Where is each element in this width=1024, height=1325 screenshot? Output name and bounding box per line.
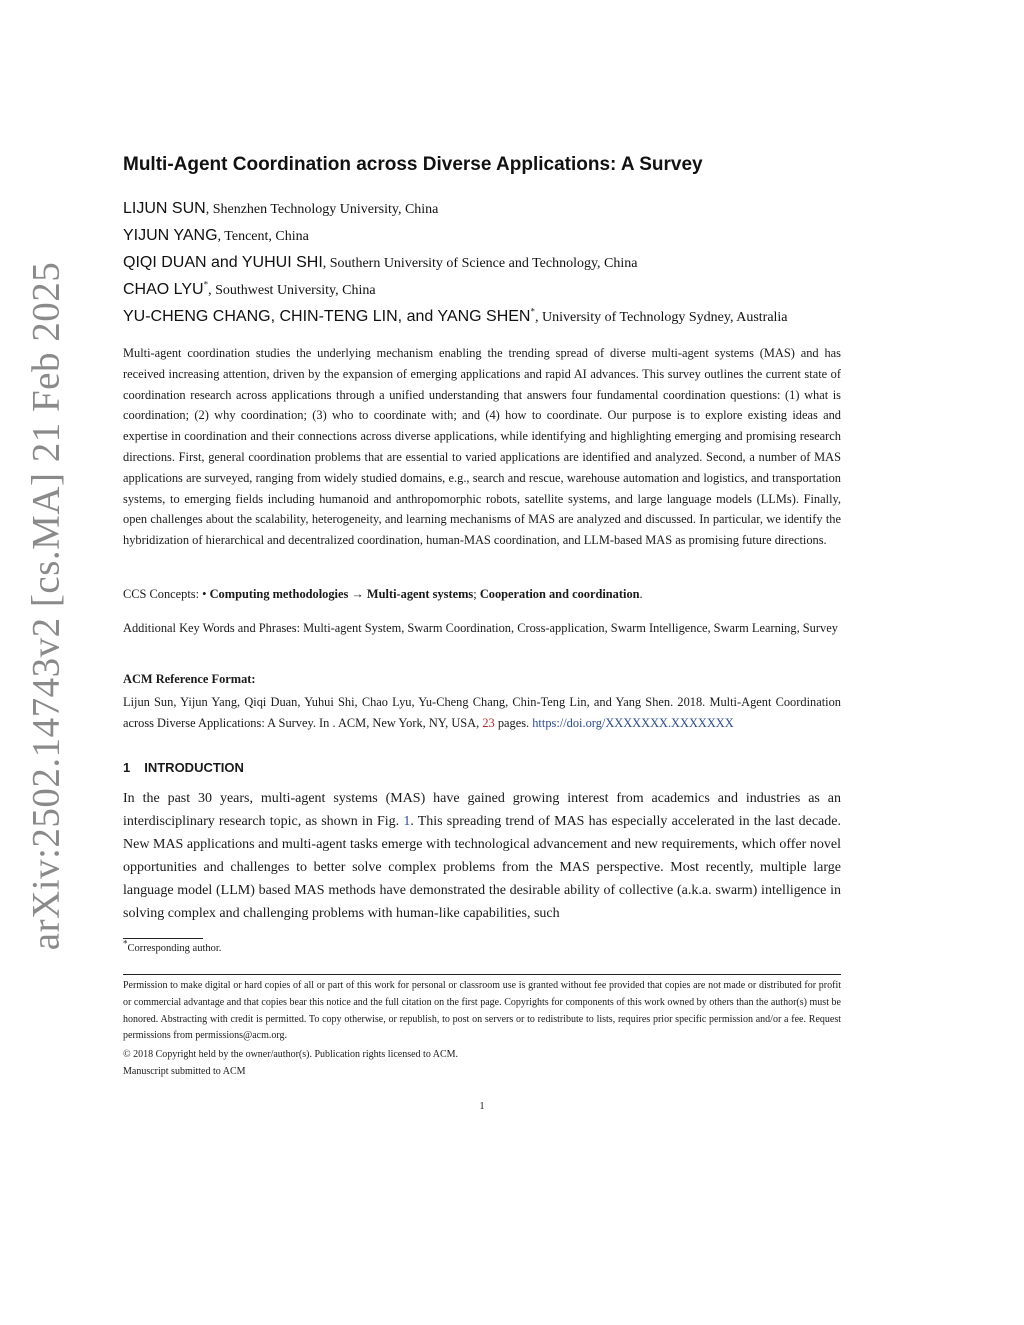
author-names: QIQI DUAN and YUHUI SHI [123,254,323,271]
permission-notice: Permission to make digital or hard copies of all or part of this work for personal or classroom use is granted without fee provided that copies are not made or distributed for profit or commercial advantage and that copies bear this notice and the full citation on the first page. Copyrights for components of this work owned by others than the author(s) must be honored. Abstracting with credit is permitted. To copy otherwise, or republish, to post on servers or to redistribute to lists, requires prior specific permission and/or a fee. Request permissions from permissions@acm.org. [123,980,841,1042]
author-line-1 [123,197,853,224]
author-affiliation: , Tencent, China [217,229,309,244]
acm-reference [123,692,841,734]
author-names: YU-CHENG CHANG, CHIN-TENG LIN, and YANG SHEN [123,308,531,325]
abstract: Multi-agent coordination studies the underlying mechanism enabling the trending spread of diverse multi-agent systems (MAS) and has received increasing attention, driven by the expansion of emerging applications and rapid AI advances. This survey outlines the current state of coordination research across applications through a unified understanding that answers four fundamental coordination questions: (1) what is coordination; (2) why coordination; (3) who to coordinate with; and (4) how to coordinate. Our purpose is to explore existing ideas and expertise in coordination and their connections across diverse applications, while identifying and highlighting emerging and promising research directions. First, general coordination problems that are essential to varied applications are identified and analyzed. Second, a number of MAS applications are surveyed, ranging from widely studied domains, e.g., search and rescue, warehouse automation and logistics, and transportation systems, to emerging fields including humanoid and anthropomorphic robots, satellite systems, and large language models (LLMs). Finally, open challenges about the scalability, heterogeneity, and learning mechanisms of MAS are analyzed and discussed. In particular, we identify the hybridization of hierarchical and decentralized coordination, human-MAS coordination, and LLM-based MAS as promising future directions. [123,346,841,548]
acm-reference-text: Lijun Sun, Yijun Yang, Qiqi Duan, Yuhui Shi, Chao Lyu, Yu-Cheng Chang, Chin-Teng Lin, and Yang Shen. 2018. Multi-Agent Coordination across Diverse Applications: A Survey. In . ACM, New York, NY, USA, [123,695,841,730]
ccs-end: . [639,587,643,601]
ccs-prefix: CCS Concepts: • [123,587,210,601]
author-line-4 [123,278,853,305]
intro-text: In the past 30 years, multi-agent systems (MAS) have gained growing interest from academics and industries as an interdisciplinary research topic, as shown in Fig. [123,791,841,829]
corresponding-author-mark: * [530,306,535,317]
page-number: 1 [479,1101,485,1112]
author-list [123,197,853,332]
ccs-separator: ; [473,587,480,601]
ccs-concept: Cooperation and coordination [479,587,640,601]
footnote [123,938,222,954]
author-line-5 [123,305,853,332]
author-line-2 [123,224,853,251]
author-line-3 [123,251,853,278]
intro-text-continued: . This spreading trend of MAS has especially accelerated in the last decade. New MAS applications and multi-agent tasks emerge with technological advancement and new requirements, which offer novel opportunities and challenges to better solve complex problems from the MAS perspective. Most recently, multiple large language model (LLM) based MAS methods have demonstrated the desirable ability of collective (a.k.a. swarm) intelligence in solving complex and challenging problems with human-like capabilities, such [123,814,841,921]
author-names: YIJUN YANG [123,227,218,244]
author-names: CHAO LYU [123,281,204,298]
ccs-concept: Multi-agent systems [366,587,474,601]
footnote-divider [123,938,203,939]
pages-suffix: pages. [494,716,533,730]
acm-reference-heading: ACM Reference Format: [123,672,256,686]
figure-reference-link[interactable]: 1 [403,814,411,829]
corresponding-author-mark: * [203,279,209,290]
ccs-concept: Computing methodologies [209,587,349,601]
section-number: 1 [123,760,131,775]
author-affiliation: , University of Technology Sydney, Australia [534,310,788,325]
paper-title: Multi-Agent Coordination across Diverse Applications: A Survey [123,154,703,175]
footnote-text: Corresponding author. [127,943,222,954]
author-affiliation: , Shenzhen Technology University, China [205,202,439,217]
author-affiliation: , Southwest University, China [208,283,376,298]
arxiv-identifier-stamp: arXiv:2502.14743v2 [cs.MA] 21 Feb 2025 [24,261,68,951]
submission-notice: Manuscript submitted to ACM [123,1066,246,1077]
author-affiliation: , Southern University of Science and Technology, China [322,256,638,271]
permission-divider [123,974,841,975]
footnote-mark: * [123,938,128,949]
keywords: Additional Key Words and Phrases: Multi-agent System, Swarm Coordination, Cross-application, Swarm Intelligence, Swarm Learning, Survey [123,621,838,635]
section-heading-introduction [123,760,244,775]
ccs-concepts [123,584,841,604]
author-names: LIJUN SUN [123,200,206,217]
page-count-link[interactable]: 23 [482,716,495,730]
copyright-notice: © 2018 Copyright held by the owner/author(s). Publication rights licensed to ACM. [123,1049,459,1060]
doi-link[interactable]: https://doi.org/XXXXXXX.XXXXXXX [532,716,734,730]
ccs-arrow: → [348,587,367,601]
section-title: INTRODUCTION [144,760,244,775]
introduction-paragraph [123,787,841,925]
